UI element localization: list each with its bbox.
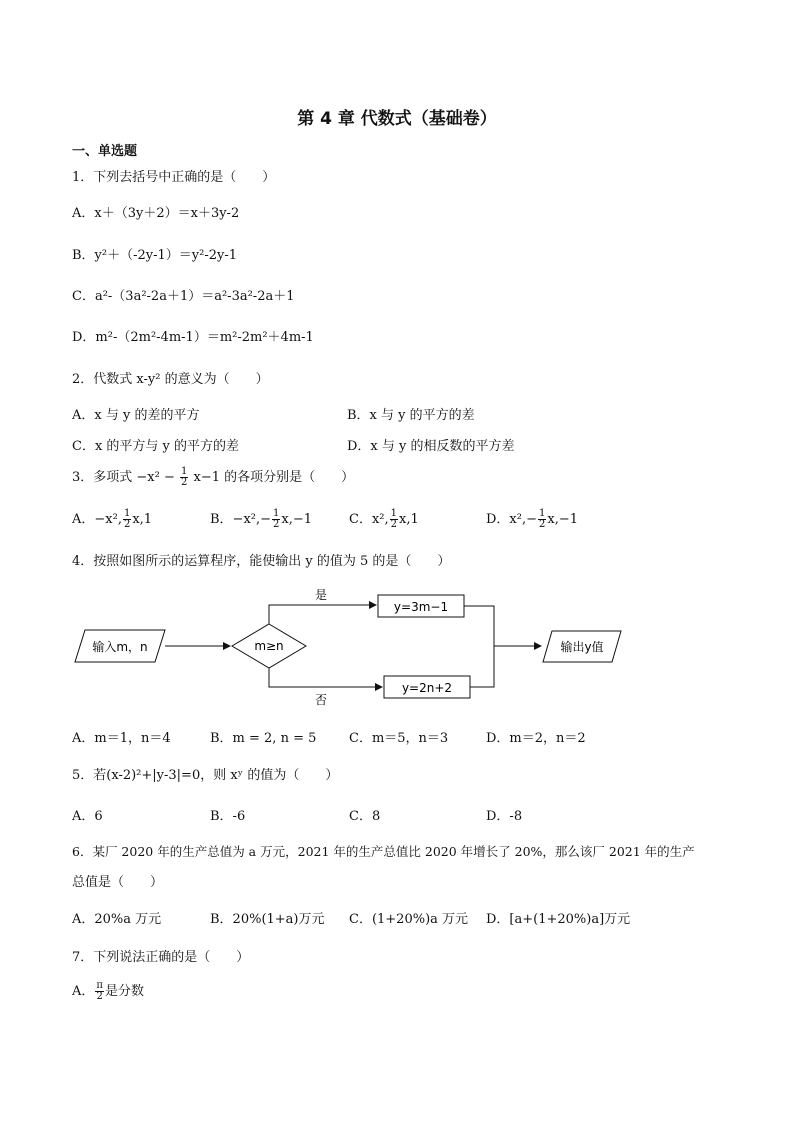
q4-flowchart <box>0 580 794 710</box>
q6-option-b[interactable]: B．20%(1+a)万元 <box>210 912 325 927</box>
q3-b-post: x,−1 <box>281 512 313 527</box>
q3-c-post: x,1 <box>399 512 419 527</box>
q4-stem: 4．按照如图所示的运算程序，能使输出 y 的值为 5 的是（ ） <box>72 554 451 569</box>
q4-option-b[interactable]: B．m = 2, n = 5 <box>210 731 317 746</box>
flow-yes-line <box>269 605 376 624</box>
fraction-numerator: π <box>96 980 103 991</box>
q2-stem: 2．代数式 x-y² 的意义为（ ） <box>72 372 269 387</box>
q3-c-fraction <box>390 509 398 530</box>
q3-b-fraction <box>272 509 280 530</box>
q7-stem: 7．下列说法正确的是（ ） <box>72 950 250 965</box>
q1-stem: 1．下列去括号中正确的是（ ） <box>72 170 276 185</box>
q2-option-c[interactable]: C．x 的平方与 y 的平方的差 <box>72 439 240 454</box>
q3-stem <box>72 466 354 488</box>
q6-stem-line1: 6．某厂 2020 年的生产总值为 a 万元，2021 年的生产总值比 2020 年增长了 20%，那么该厂 2021 年的生产 <box>72 844 695 859</box>
q5-option-a[interactable]: A．6 <box>72 809 103 824</box>
q3-stem-post: x−1 的各项分别是（ ） <box>193 470 355 485</box>
q4-option-a[interactable]: A．m＝1，n＝4 <box>72 731 171 746</box>
q3-a-fraction <box>123 509 131 530</box>
page-title: 第 4 章 代数式（基础卷） <box>297 109 497 129</box>
fraction-numerator: 1 <box>181 466 188 477</box>
q7-a-pre: A． <box>72 984 95 999</box>
flow-output-label: 输出y值 <box>560 640 604 654</box>
flow-yes-box-label: y=3m−1 <box>393 600 449 614</box>
q1-option-c[interactable]: C．a²-（3a²-2a＋1）＝a²-3a²-2a＋1 <box>72 289 295 304</box>
fraction-denominator: 2 <box>181 477 188 488</box>
q3-stem-fraction <box>180 467 188 488</box>
q1-option-b[interactable]: B．y²＋（-2y-1）＝y²-2y-1 <box>72 248 238 263</box>
q3-d-post: x,−1 <box>547 512 579 527</box>
fraction-numerator: 1 <box>539 508 546 519</box>
q2-option-b[interactable]: B．x 与 y 的平方的差 <box>347 408 475 423</box>
q3-option-d[interactable] <box>486 508 578 530</box>
q1-option-a[interactable]: A．x＋（3y＋2）＝x＋3y-2 <box>72 206 240 221</box>
flow-yes-label: 是 <box>314 588 328 602</box>
flow-decision-label: m≥n <box>254 639 284 653</box>
q4-option-d[interactable]: D．m＝2，n＝2 <box>486 731 586 746</box>
q3-option-c[interactable] <box>349 508 419 530</box>
fraction-denominator: 2 <box>273 519 280 530</box>
q4-option-c[interactable]: C．m＝5，n＝3 <box>349 731 449 746</box>
flow-input-label: 输入m，n <box>92 640 148 654</box>
q6-option-d[interactable]: D．[a+(1+20%)a]万元 <box>486 912 631 927</box>
q6-option-a[interactable]: A．20%a 万元 <box>72 912 162 927</box>
q3-b-pre: B．−x²,− <box>210 512 272 527</box>
fraction-denominator: 2 <box>539 519 546 530</box>
flow-no-label: 否 <box>314 693 328 707</box>
q3-a-post: x,1 <box>132 512 153 527</box>
q3-stem-pre: 3．多项式 −x² − <box>72 470 175 485</box>
fraction-numerator: 1 <box>273 508 280 519</box>
q3-d-fraction <box>538 509 546 530</box>
q6-stem-line2: 总值是（ ） <box>72 875 164 890</box>
q1-option-d[interactable]: D．m²-（2m²-4m-1）＝m²-2m²＋4m-1 <box>72 330 314 345</box>
q5-option-c[interactable]: C．8 <box>349 809 381 824</box>
fraction-numerator: 1 <box>123 508 131 519</box>
q7-a-post: 是分数 <box>104 984 144 999</box>
q2-option-d[interactable]: D．x 与 y 的相反数的平方差 <box>347 439 515 454</box>
q3-c-pre: C．x², <box>349 512 389 527</box>
flow-no-line <box>269 668 382 687</box>
q5-option-b[interactable]: B．-6 <box>210 809 246 824</box>
q3-option-b[interactable] <box>210 508 312 530</box>
q7-option-a[interactable] <box>72 980 144 1002</box>
q3-option-a[interactable] <box>72 508 152 530</box>
q6-option-c[interactable]: C．(1+20%)a 万元 <box>349 912 469 927</box>
fraction-denominator: 2 <box>390 519 397 530</box>
fraction-denominator: 2 <box>123 519 131 530</box>
q3-a-pre: A．−x², <box>72 512 122 527</box>
section-heading: 一、单选题 <box>72 144 138 159</box>
q7-a-fraction <box>95 981 104 1002</box>
fraction-numerator: 1 <box>390 508 397 519</box>
fraction-denominator: 2 <box>96 991 103 1002</box>
q5-stem: 5．若(x-2)²+|y-3|=0，则 xʸ 的值为（ ） <box>72 768 339 783</box>
q2-option-a[interactable]: A．x 与 y 的差的平方 <box>72 408 200 423</box>
q3-d-pre: D．x²,− <box>486 512 537 527</box>
flow-merge-top <box>464 606 494 687</box>
q5-option-d[interactable]: D．-8 <box>486 809 523 824</box>
flow-no-box-label: y=2n+2 <box>401 681 453 695</box>
